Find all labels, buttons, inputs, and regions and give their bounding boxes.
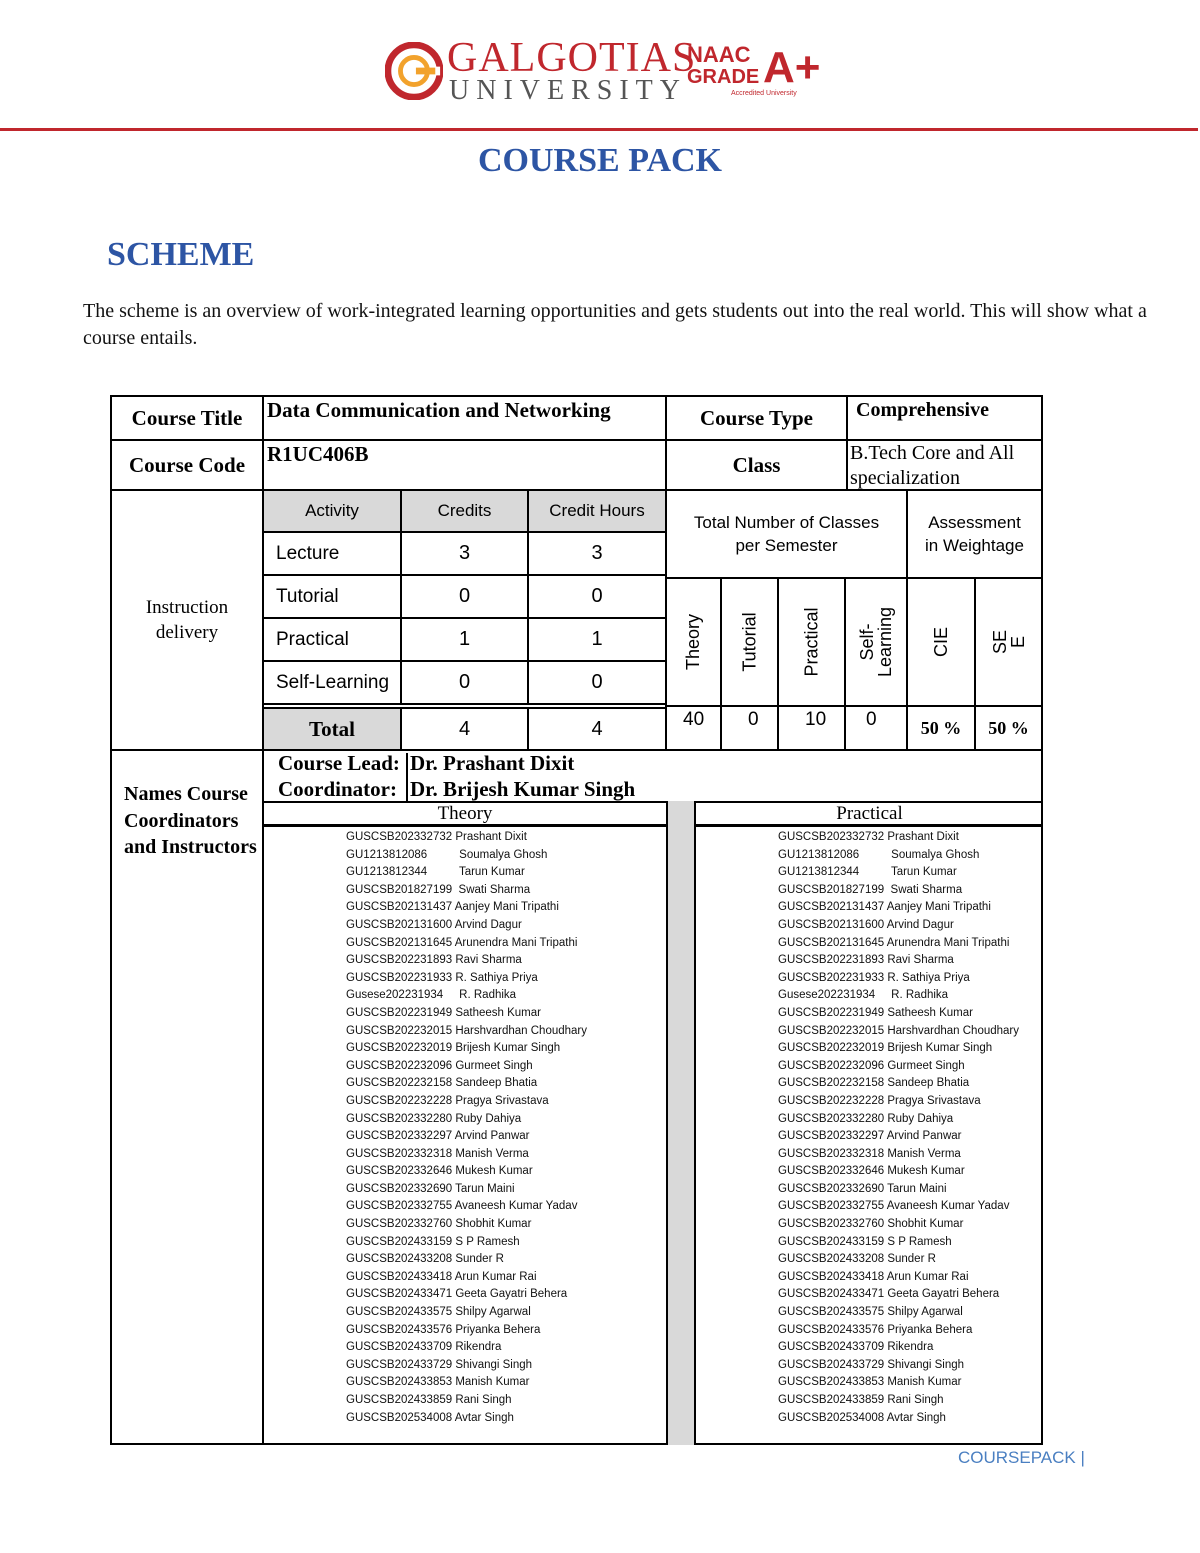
total-practical: 10 [777, 705, 846, 751]
activity-practical: Practical [262, 617, 402, 662]
credits-header: Credits [400, 489, 529, 533]
theory-instructor-list [346, 829, 587, 1427]
col-self-learning [844, 577, 908, 707]
practical-instructor: GUSCSB202433471 Geeta Gayatri Behera [778, 1288, 1000, 1301]
theory-instructor: GUSCSB202232096 Gurmeet Singh [346, 1059, 533, 1072]
practical-instructor: GUSCSB202332297 Arvind Panwar [778, 1130, 962, 1143]
practical-instructor: GUSCSB202433709 Rikendra [778, 1341, 934, 1354]
course-title-label: Course Title [110, 395, 264, 441]
theory-instructor: GUSCSB202231949 Satheesh Kumar [346, 1006, 541, 1019]
activity-lecture: Lecture [262, 531, 402, 576]
col-theory-label: Theory [683, 613, 704, 671]
accreditation-note: Accredited University [731, 90, 797, 97]
practical-instructor: GUSCSB202433418 Arun Kumar Rai [778, 1270, 969, 1283]
theory-instructor: GUSCSB202433208 Sunder R [346, 1253, 504, 1266]
theory-instructor: GUSCSB202131437 Aanjey Mani Tripathi [346, 901, 559, 914]
class-label: Class [665, 439, 848, 491]
theory-instructor: GUSCSB202332732 Prashant Dixit [346, 831, 527, 843]
total-self-learning: 0 [844, 705, 908, 751]
footer-label: COURSEPACK | [958, 1448, 1085, 1467]
naac-label: NAAC [687, 42, 751, 67]
theory-instructor: GUSCSB202232015 Harshvardhan Choudhary [346, 1024, 588, 1037]
theory-instructor: GUSCSB202232019 Brijesh Kumar Singh [346, 1042, 561, 1055]
practical-instructor: GUSCSB202433859 Rani Singh [778, 1394, 944, 1406]
hours-self-learning: 0 [527, 660, 667, 705]
grade-score: A+ [763, 43, 821, 92]
theory-instructor: GUSCSB202534008 Avtar Singh [346, 1411, 514, 1424]
activity-header: Activity [262, 489, 402, 533]
credits-self-learning: 0 [400, 660, 529, 705]
theory-instructor: GUSCSB202232228 Pragya Srivastava [346, 1094, 549, 1107]
theory-instructor: GUSCSB202433575 Shilpy Agarwal [346, 1306, 531, 1319]
theory-instructor: GU1213812086 Soumalya Ghosh [346, 848, 548, 861]
theory-instructor: GUSCSB202433729 Shivangi Singh [346, 1358, 533, 1371]
practical-instructor: GUSCSB202433159 S P Ramesh [778, 1235, 952, 1248]
theory-instructor: GU1213812344 Tarun Kumar [346, 866, 525, 879]
coordinators-label-cell [110, 749, 264, 1445]
theory-instructor: GUSCSB202433859 Rani Singh [346, 1394, 512, 1406]
header-divider [0, 128, 1198, 131]
total-theory: 40 [665, 705, 722, 751]
practical-instructor: GUSCSB202433729 Shivangi Singh [778, 1358, 965, 1371]
practical-instructor: GUSCSB202433576 Priyanka Behera [778, 1323, 973, 1336]
col-tutorial [720, 577, 779, 707]
theory-instructor: GUSCSB201827199 Swati Sharma [346, 883, 531, 896]
column-spacer [666, 801, 696, 1445]
activity-tutorial: Tutorial [262, 574, 402, 619]
col-see-label: SE E [989, 630, 1028, 655]
practical-instructor: GUSCSB202232228 Pragya Srivastava [778, 1094, 981, 1107]
col-see [974, 577, 1043, 707]
activity-self-learning: Self-Learning [262, 660, 402, 705]
coordinator-name: Dr. Brijesh Kumar Singh [410, 777, 636, 801]
instruction-delivery-label: Instruction delivery [110, 489, 264, 751]
practical-instructor: GU1213812086 Soumalya Ghosh [778, 848, 980, 861]
course-type-label: Course Type [665, 395, 848, 441]
theory-instructor: GUSCSB202231893 Ravi Sharma [346, 954, 522, 967]
class-value: B.Tech Core and All specialization [846, 439, 1043, 491]
practical-instructor: GUSCSB202231933 R. Sathiya Priya [778, 971, 970, 984]
grade-label: GRADE [687, 66, 760, 88]
course-code-value: R1UC406B [262, 439, 667, 491]
practical-instructor: GUSCSB202232019 Brijesh Kumar Singh [778, 1042, 993, 1055]
theory-instructor: GUSCSB202131645 Arunendra Mani Tripathi [346, 936, 578, 949]
practical-instructor: GUSCSB202332646 Mukesh Kumar [778, 1165, 965, 1178]
brand-name: GALGOTIAS [447, 35, 697, 81]
theory-instructor: GUSCSB202332760 Shobhit Kumar [346, 1218, 532, 1231]
theory-instructor: Gusese202231934 R. Radhika [346, 989, 517, 1002]
coordinators-label: Names Course Coordinators and Instructors [124, 783, 257, 858]
university-g-icon [385, 42, 443, 100]
col-cie [906, 577, 976, 707]
theory-instructor: GUSCSB202433471 Geeta Gayatri Behera [346, 1288, 568, 1301]
theory-instructor: GUSCSB202131600 Arvind Dagur [346, 918, 522, 931]
hours-lecture: 3 [527, 531, 667, 576]
col-self-learning-label: Self-Learning [857, 606, 895, 678]
hours-practical: 1 [527, 617, 667, 662]
practical-instructor: GUSCSB201827199 Swati Sharma [778, 883, 963, 896]
theory-instructor: GUSCSB202433576 Priyanka Behera [346, 1323, 541, 1336]
practical-instructor: GUSCSB202332732 Prashant Dixit [778, 831, 959, 843]
practical-instructor: GUSCSB202232158 Sandeep Bhatia [778, 1077, 970, 1090]
brand-subtitle: UNIVERSITY [449, 75, 687, 106]
theory-instructor: GUSCSB202433709 Rikendra [346, 1341, 502, 1354]
practical-instructor: GUSCSB202332755 Avaneesh Kumar Yadav [778, 1200, 1010, 1213]
document-title: COURSE PACK [478, 142, 722, 179]
hours-tutorial: 0 [527, 574, 667, 619]
credits-practical: 1 [400, 617, 529, 662]
practical-instructor: GU1213812344 Tarun Kumar [778, 866, 957, 879]
section-title: SCHEME [107, 236, 255, 273]
practical-instructor: GUSCSB202231893 Ravi Sharma [778, 954, 954, 967]
col-theory [665, 577, 722, 707]
theory-instructor: GUSCSB202231933 R. Sathiya Priya [346, 971, 538, 984]
total-hours: 4 [527, 707, 667, 751]
practical-instructor: GUSCSB202534008 Avtar Singh [778, 1411, 946, 1424]
intro-paragraph: The scheme is an overview of work-integrated learning opportunities and gets students out into the real world. This will show what a course entails. [83, 300, 1147, 349]
col-cie-label: CIE [930, 626, 951, 658]
assessment-header: Assessment in Weightage [906, 489, 1043, 579]
practical-instructor: Gusese202231934 R. Radhika [778, 989, 949, 1002]
practical-heading: Practical [696, 801, 1043, 827]
practical-instructor: GUSCSB202232096 Gurmeet Singh [778, 1059, 965, 1072]
theory-instructor: GUSCSB202332646 Mukesh Kumar [346, 1165, 533, 1178]
university-logo [385, 35, 825, 106]
theory-instructor: GUSCSB202332280 Ruby Dahiya [346, 1112, 522, 1125]
theory-instructor: GUSCSB202332690 Tarun Maini [346, 1182, 515, 1195]
scheme-table [110, 395, 1043, 1445]
practical-instructor: GUSCSB202332690 Tarun Maini [778, 1182, 947, 1195]
credits-tutorial: 0 [400, 574, 529, 619]
course-title-value: Data Communication and Networking [262, 395, 667, 441]
practical-instructor: GUSCSB202332280 Ruby Dahiya [778, 1112, 954, 1125]
credits-lecture: 3 [400, 531, 529, 576]
theory-instructor: GUSCSB202332318 Manish Verma [346, 1147, 529, 1160]
practical-instructor: GUSCSB202232015 Harshvardhan Choudhary [778, 1024, 1020, 1037]
theory-instructor: GUSCSB202433418 Arun Kumar Rai [346, 1270, 537, 1283]
theory-heading: Theory [264, 801, 666, 827]
practical-instructor: GUSCSB202332760 Shobhit Kumar [778, 1218, 964, 1231]
course-code-label: Course Code [110, 439, 264, 491]
practical-instructor: GUSCSB202131600 Arvind Dagur [778, 918, 954, 931]
practical-instructor: GUSCSB202433575 Shilpy Agarwal [778, 1306, 963, 1319]
course-lead-name: Dr. Prashant Dixit [410, 751, 575, 775]
practical-instructor: GUSCSB202433853 Manish Kumar [778, 1376, 962, 1389]
coordinator-label: Coordinator: [278, 777, 397, 801]
practical-instructor: GUSCSB202131437 Aanjey Mani Tripathi [778, 901, 991, 914]
practical-instructor-list [778, 829, 1019, 1427]
col-practical-label: Practical [801, 607, 822, 677]
practical-instructor: GUSCSB202131645 Arunendra Mani Tripathi [778, 936, 1010, 949]
col-tutorial-label: Tutorial [739, 612, 760, 672]
practical-instructor: GUSCSB202433208 Sunder R [778, 1253, 936, 1266]
course-type-value: Comprehensive [846, 395, 1043, 441]
lead-divider [406, 753, 408, 801]
total-label: Total [262, 707, 402, 751]
practical-instructor: GUSCSB202332318 Manish Verma [778, 1147, 961, 1160]
theory-instructor: GUSCSB202433159 S P Ramesh [346, 1235, 520, 1248]
total-classes-header: Total Number of Classes per Semester [665, 489, 908, 579]
col-practical [777, 577, 846, 707]
total-cie: 50 % [906, 705, 976, 751]
total-tutorial: 0 [720, 705, 779, 751]
credit-hours-header: Credit Hours [527, 489, 667, 533]
course-lead-label: Course Lead: [278, 751, 400, 775]
total-see: 50 % [974, 705, 1043, 751]
theory-instructor: GUSCSB202433853 Manish Kumar [346, 1376, 530, 1389]
total-credits: 4 [400, 707, 529, 751]
theory-instructor: GUSCSB202332297 Arvind Panwar [346, 1130, 530, 1143]
theory-instructor: GUSCSB202332755 Avaneesh Kumar Yadav [346, 1200, 578, 1213]
practical-instructor: GUSCSB202231949 Satheesh Kumar [778, 1006, 973, 1019]
theory-instructor: GUSCSB202232158 Sandeep Bhatia [346, 1077, 538, 1090]
